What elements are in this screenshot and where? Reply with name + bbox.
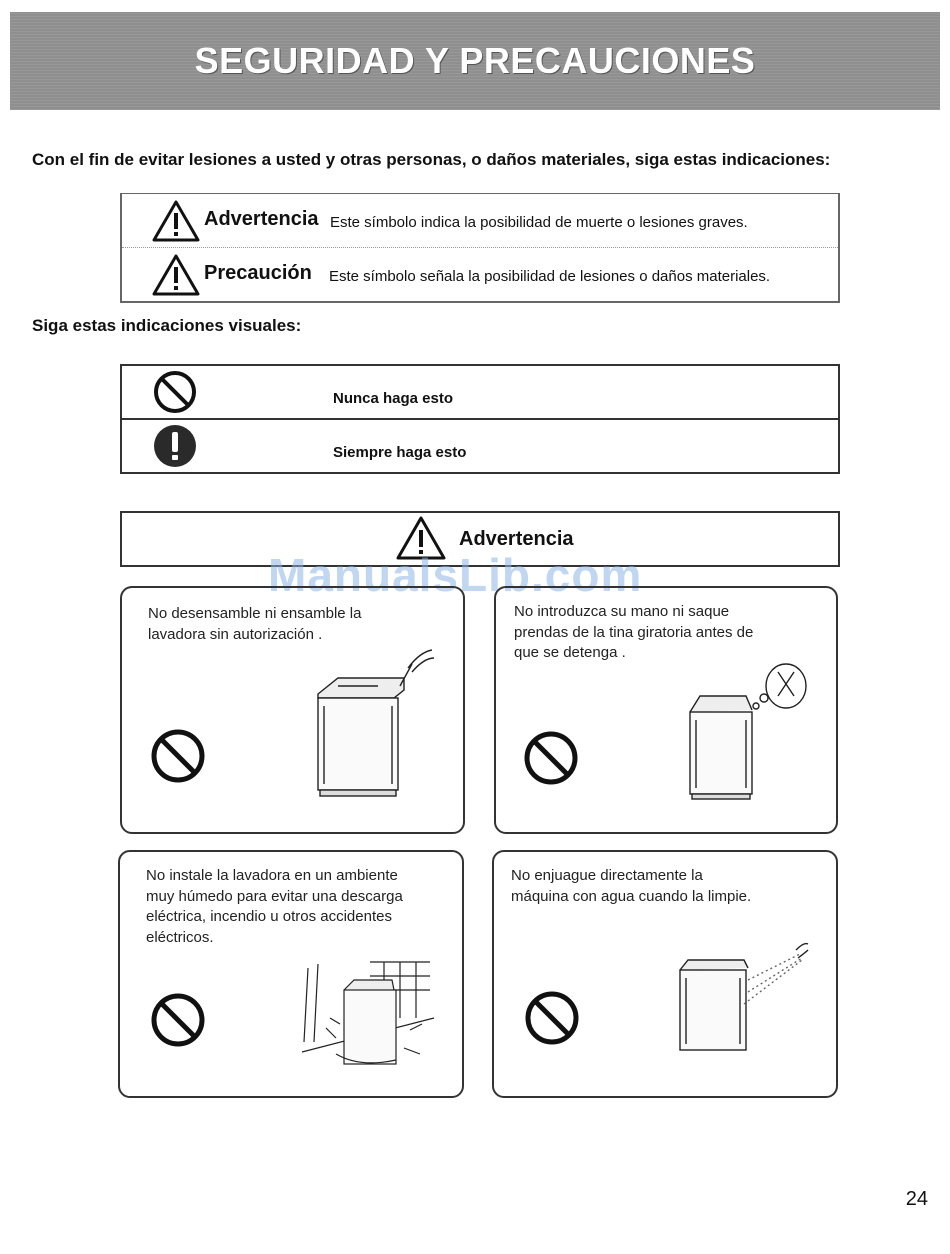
washer-disassembly-illustration xyxy=(308,646,436,798)
panel-text: No enjuague directamente la máquina con agua cuando la limpie. xyxy=(511,867,752,905)
prohibited-icon xyxy=(150,992,206,1048)
visual-row-never xyxy=(122,366,838,420)
mandatory-icon xyxy=(152,423,198,469)
symbol-row-warning xyxy=(122,194,838,248)
page-title: SEGURIDAD Y PRECAUCIONES xyxy=(194,40,756,81)
prohibited-icon xyxy=(523,730,579,786)
symbol-row-caution xyxy=(122,248,838,301)
visual-indications-table xyxy=(120,364,840,474)
warning-panel-rinsing xyxy=(492,850,838,1098)
prohibited-icon xyxy=(150,728,206,784)
intro-text: Con el fin de evitar lesiones a usted y otras personas, o daños materiales, siga estas indicaciones: xyxy=(32,150,831,169)
washer-humid-room-illustration xyxy=(300,958,436,1074)
panel-text: No instale la lavadora en un ambiente muy húmedo para evitar una descarga eléctrica, incendio u otros accidentes eléctricos. xyxy=(146,867,403,946)
visual-heading: Siga estas indicaciones visuales: xyxy=(32,316,302,335)
warning-panel-humidity xyxy=(118,850,464,1098)
header-banner xyxy=(10,12,940,110)
prohibited-icon xyxy=(524,990,580,1046)
warning-triangle-icon xyxy=(152,200,200,242)
visual-label-always: Siempre haga esto xyxy=(333,444,467,461)
watermark: ManualsLib.com xyxy=(268,549,643,601)
panel-text: No desensamble ni ensamble la lavadora sin autorización . xyxy=(148,605,362,643)
symbol-title-warning: Advertencia xyxy=(204,208,319,230)
washer-rinsing-illustration xyxy=(678,940,810,1058)
warning-panel-spinning-tub xyxy=(494,586,838,834)
panel-text: No introduzca su mano ni saque prendas de la tina giratoria antes de que se detenga . xyxy=(514,603,754,661)
symbol-desc-warning: Este símbolo indica la posibilidad de muerte o lesiones graves. xyxy=(330,214,748,231)
warning-panel-disassembly xyxy=(120,586,465,834)
visual-label-never: Nunca haga esto xyxy=(333,390,454,407)
visual-row-always xyxy=(122,420,838,472)
washer-spinning-tub-illustration xyxy=(686,662,816,802)
caution-triangle-icon xyxy=(152,254,200,296)
symbol-legend-table xyxy=(120,193,840,303)
prohibited-icon xyxy=(152,369,198,415)
page-number: 24 xyxy=(905,1188,928,1210)
warning-title: Advertencia xyxy=(459,528,574,550)
symbol-title-caution: Precaución xyxy=(204,262,312,284)
symbol-desc-caution: Este símbolo señala la posibilidad de lesiones o daños materiales. xyxy=(329,268,771,285)
